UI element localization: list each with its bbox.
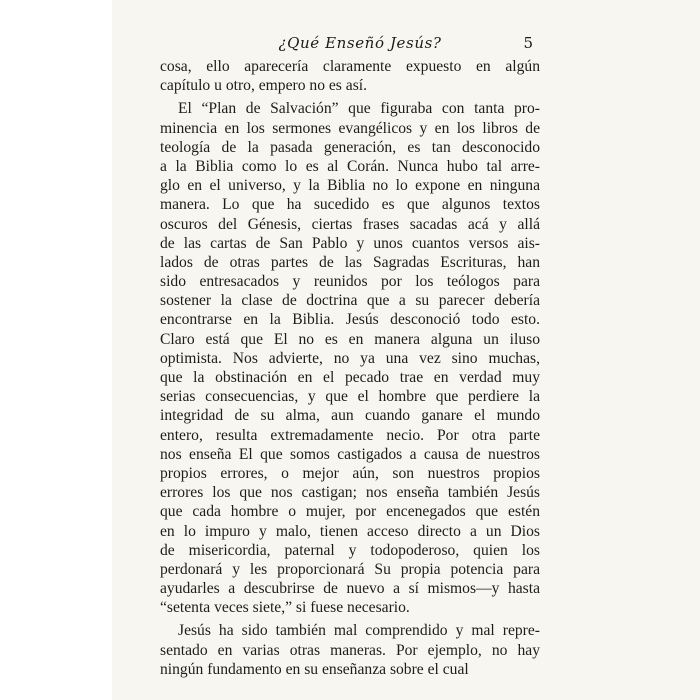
page-gutter (0, 0, 112, 700)
text-line: lados de otras partes de las Sagradas Escrituras, han (160, 253, 540, 271)
text-line: a la Biblia como lo es al Corán. Nunca hubo tal arre- (160, 157, 540, 175)
text-line: El “Plan de Salvación” que figuraba con tanta pro- (178, 100, 540, 118)
text-line: serias consecuencias, y que el hombre que perdiere la (160, 388, 540, 406)
text-line: que cada hombre o mujer, por encenegados que estén (160, 503, 540, 521)
text-line: glo en el universo, y la Biblia no lo expone en ninguna (160, 177, 540, 195)
paragraph (160, 57, 540, 95)
text-line: perdonará y les proporcionará Su propia potencia para (160, 560, 540, 578)
text-line: sentado en varias otras maneras. Por ejemplo, no hay (160, 641, 540, 659)
text-line: propios errores, o mejor aún, son nuestros propios (160, 464, 540, 482)
text-line: Claro está que El no es en manera alguna un iluso (160, 330, 540, 348)
text-line: manera. Lo que ha sucedido es que algunos textos (160, 196, 540, 214)
text-line: teología de la pasada generación, es tan desconocido (160, 138, 540, 156)
paragraph (160, 99, 540, 617)
text-line: cosa, ello aparecería claramente expuesto en algún (160, 58, 540, 75)
text-line: ningún fundamento en su enseñanza sobre el cual (160, 660, 469, 678)
text-line: ayudarles a descubrirse de nuevo a sí mismos—y hasta (160, 580, 540, 598)
text-line: que la obstinación en el pecado trae en verdad muy (160, 369, 540, 386)
text-line: optimista. Nos advierte, no ya una vez sino muchas, (160, 349, 540, 367)
text-line: en lo impuro y malo, tienen acceso directo a un Dios (160, 522, 540, 540)
text-line: capítulo u otro, empero no es así. (160, 77, 367, 95)
text-line: encontrarse en la Biblia. Jesús desconoció todo esto. (160, 311, 540, 329)
paragraph (160, 621, 540, 679)
page-number: 5 (523, 34, 533, 52)
text-line: integridad de su alma, aun cuando ganare el mundo (160, 407, 540, 425)
text-line: entero, resulta extremadamente necio. Por otra parte (160, 426, 540, 444)
running-title: ¿Qué Enseñó Jesús? (278, 34, 442, 52)
text-line: minencia en los sermones evangélicos y en los libros de (160, 119, 540, 137)
text-line: de misericordia, paternal y todopoderoso, quien los (160, 541, 540, 559)
text-line: Jesús ha sido también mal comprendido y mal repre- (178, 622, 540, 640)
text-line: “setenta veces siete,” si fuese necesario. (160, 599, 410, 617)
text-line: de las cartas de San Pablo y unos cuantos versos ais- (160, 234, 540, 252)
text-line: sido entresacados y reunidos por los teólogos para (160, 273, 540, 291)
text-line: errores los que nos castigan; nos enseña también Jesús (160, 484, 540, 502)
body-text (160, 57, 540, 679)
text-line: sostener la clase de doctrina que a su parecer debería (160, 292, 540, 310)
text-line: oscuros del Génesis, ciertas frases sacadas acá y allá (160, 215, 540, 233)
text-line: nos enseña El que somos castigados a causa de nuestros (160, 445, 540, 463)
